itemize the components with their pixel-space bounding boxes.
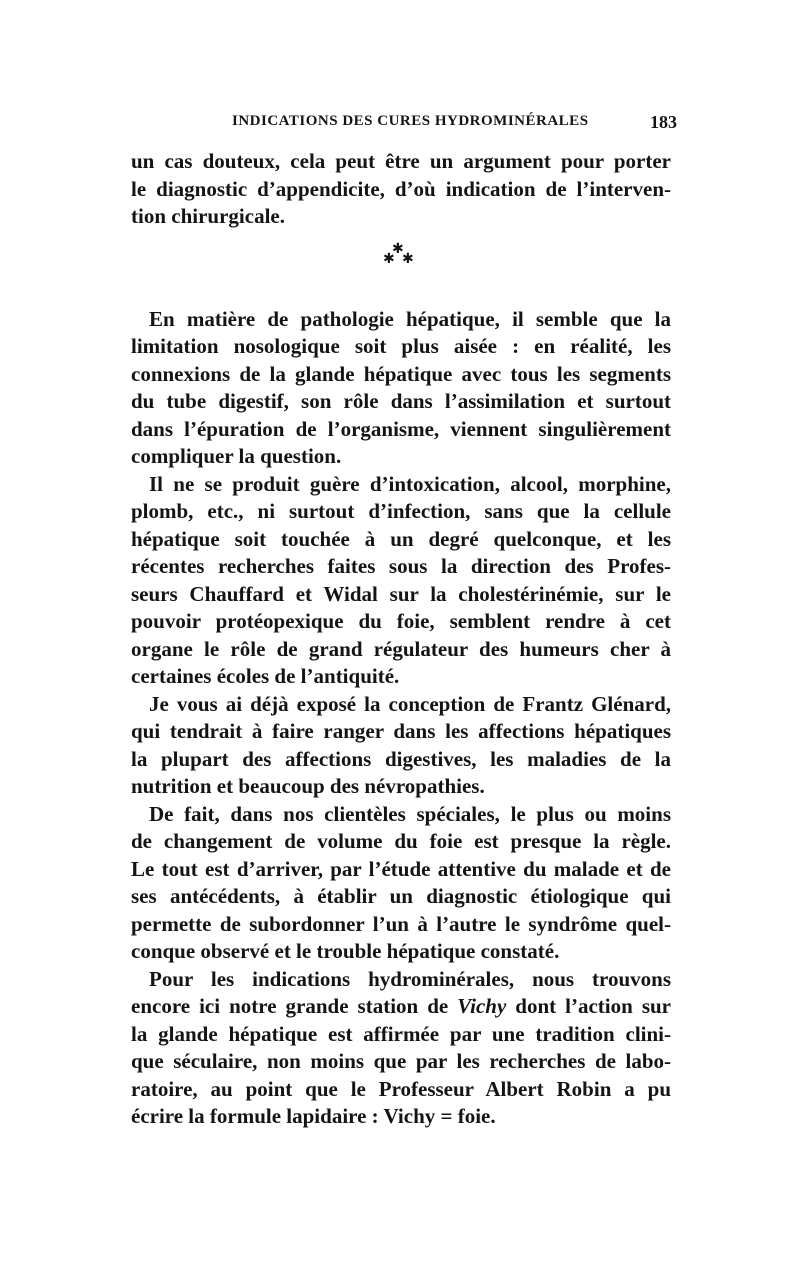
text-line: hépatique soit touchée à un degré quelconque, et les — [131, 526, 671, 551]
asterisk-right: ✱ — [402, 251, 414, 267]
text-line: de changement de volume du foie est presque la règle. — [131, 829, 671, 853]
text-line: De fait, dans nos clientèles spéciales, le plus ou moins — [149, 801, 671, 826]
asterisk-top: ✱ — [392, 241, 404, 257]
text-line: permette de subordonner l’un à l’autre le syndrôme quel- — [131, 911, 671, 936]
text-line: plomb, etc., ni surtout d’infection, sans que la cellule — [131, 499, 671, 523]
text-line: le diagnostic d’appendicite, d’où indication de l’interven- — [131, 176, 671, 201]
text-line: la plupart des affections digestives, les maladies de la — [131, 746, 671, 771]
text-line: Je vous ai déjà exposé la conception de Frantz Glénard, — [149, 691, 671, 716]
italic-place-name: Vichy — [457, 994, 507, 1018]
text-line: Il ne se produit guère d’intoxication, alcool, morphine, — [149, 471, 671, 496]
paragraph — [131, 691, 671, 801]
running-head-title: INDICATIONS DES CURES HYDROMINÉRALES — [232, 113, 589, 129]
body-text — [131, 148, 671, 1131]
text-line: tion chirurgicale. — [131, 204, 285, 228]
text-line: un cas douteux, cela peut être un argument pour porter — [131, 149, 671, 173]
paragraph-continuation — [131, 148, 671, 231]
page-number: 183 — [650, 112, 677, 132]
text-line: connexions de la glande hépatique avec tous les segments — [131, 361, 671, 386]
text-line: que séculaire, non moins que par les recherches de labo- — [131, 1049, 671, 1073]
text-line: organe le rôle de grand régulateur des humeurs cher à — [131, 636, 671, 661]
text-line: ses antécédents, à établir un diagnostic étiologique qui — [131, 884, 671, 908]
section-break — [131, 231, 671, 306]
text-line: du tube digestif, son rôle dans l’assimilation et surtout — [131, 389, 671, 413]
text-line: Le tout est d’arriver, par l’étude attentive du malade et de — [131, 856, 671, 881]
text-line: dans l’épuration de l’organisme, viennent singulièrement — [131, 416, 671, 441]
asterisk-left: ✱ — [383, 251, 395, 267]
paragraph — [131, 966, 671, 1131]
text-line: En matière de pathologie hépatique, il semble que la — [149, 306, 671, 331]
text-line: la glande hépatique est affirmée par une tradition clini- — [131, 1021, 671, 1046]
text-line: encore ici notre grande station de Vichy dont l’action sur — [131, 994, 671, 1018]
text-line: certaines écoles de l’antiquité. — [131, 664, 400, 688]
text-line: récentes recherches faites sous la direction des Profes- — [131, 554, 671, 578]
text-line: pouvoir protéopexique du foie, semblent rendre à cet — [131, 609, 671, 633]
text-line: ratoire, au point que le Professeur Albert Robin a pu — [131, 1076, 671, 1101]
paragraph — [131, 801, 671, 966]
text-line: compliquer la question. — [131, 444, 342, 468]
text-line: conque observé et le trouble hépatique constaté. — [131, 939, 560, 963]
text-line: qui tendrait à faire ranger dans les affections hépatiques — [131, 719, 671, 743]
text-line: seurs Chauffard et Widal sur la cholestérinémie, sur le — [131, 581, 671, 606]
text-line: Pour les indications hydrominérales, nous trouvons — [149, 966, 671, 991]
text-line: limitation nosologique soit plus aisée : en réalité, les — [131, 334, 671, 358]
running-head — [232, 113, 682, 139]
text-line: écrire la formule lapidaire : Vichy = foie. — [131, 1104, 496, 1128]
paragraph — [131, 306, 671, 471]
paragraph — [131, 471, 671, 691]
text-line: nutrition et beaucoup des névropathies. — [131, 774, 485, 798]
